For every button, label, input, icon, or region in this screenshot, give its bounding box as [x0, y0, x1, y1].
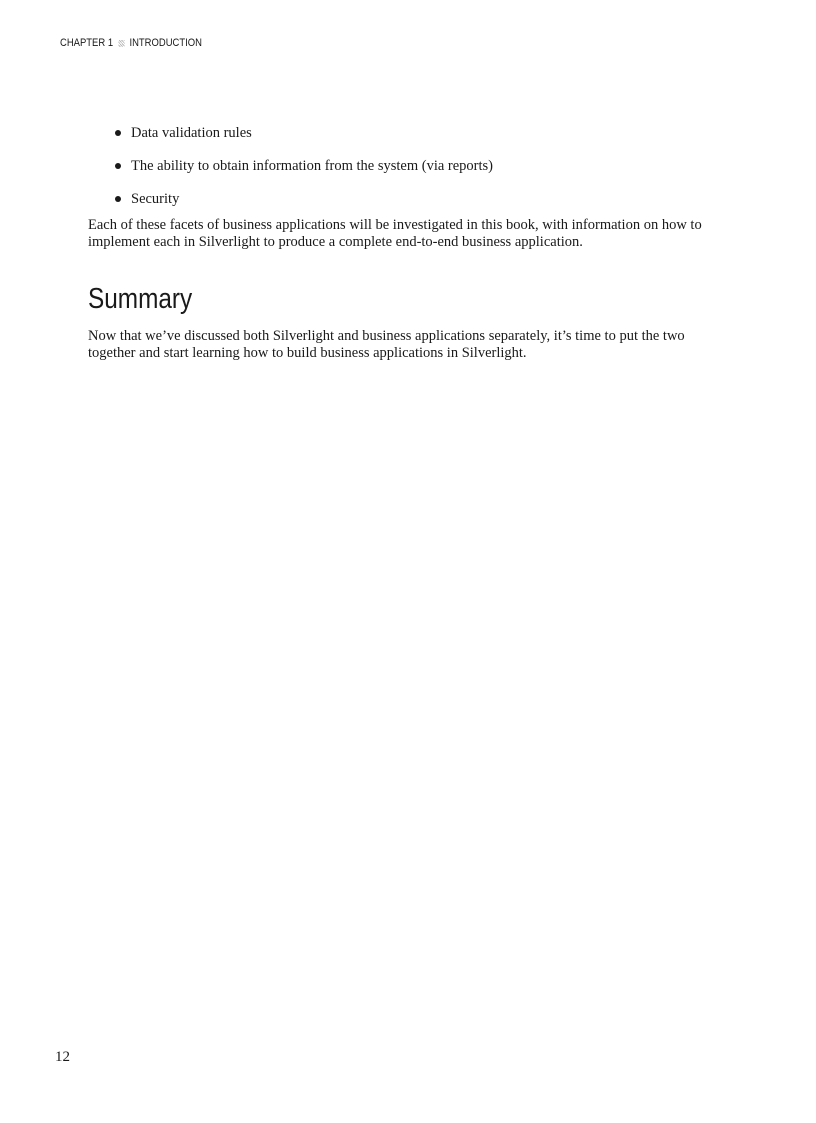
page-number: 12 — [55, 1049, 70, 1065]
bullet-list — [114, 124, 493, 223]
list-item-text: The ability to obtain information from the system (via reports) — [131, 158, 494, 174]
body-paragraph: Each of these facets of business applications will be investigated in this book, with information on how to implement each in Silverlight to produce a complete end-to-end business application. — [88, 217, 702, 250]
chapter-title: INTRODUCTION — [129, 37, 202, 49]
list-item — [114, 157, 493, 190]
list-item-text: Data validation rules — [131, 125, 252, 141]
list-item-text: Security — [131, 191, 180, 207]
summary-paragraph: Now that we’ve discussed both Silverlight and business applications separately, it’s time to put the two together and start learning how to build business applications in Silverlight. — [88, 328, 685, 361]
bullet-icon — [115, 163, 121, 169]
separator-square-icon — [118, 40, 124, 47]
section-heading: Summary — [88, 283, 193, 315]
bullet-icon — [115, 130, 121, 136]
bullet-icon — [115, 196, 121, 202]
running-head — [60, 37, 202, 49]
list-item — [114, 124, 493, 157]
chapter-label: CHAPTER 1 — [60, 37, 114, 49]
